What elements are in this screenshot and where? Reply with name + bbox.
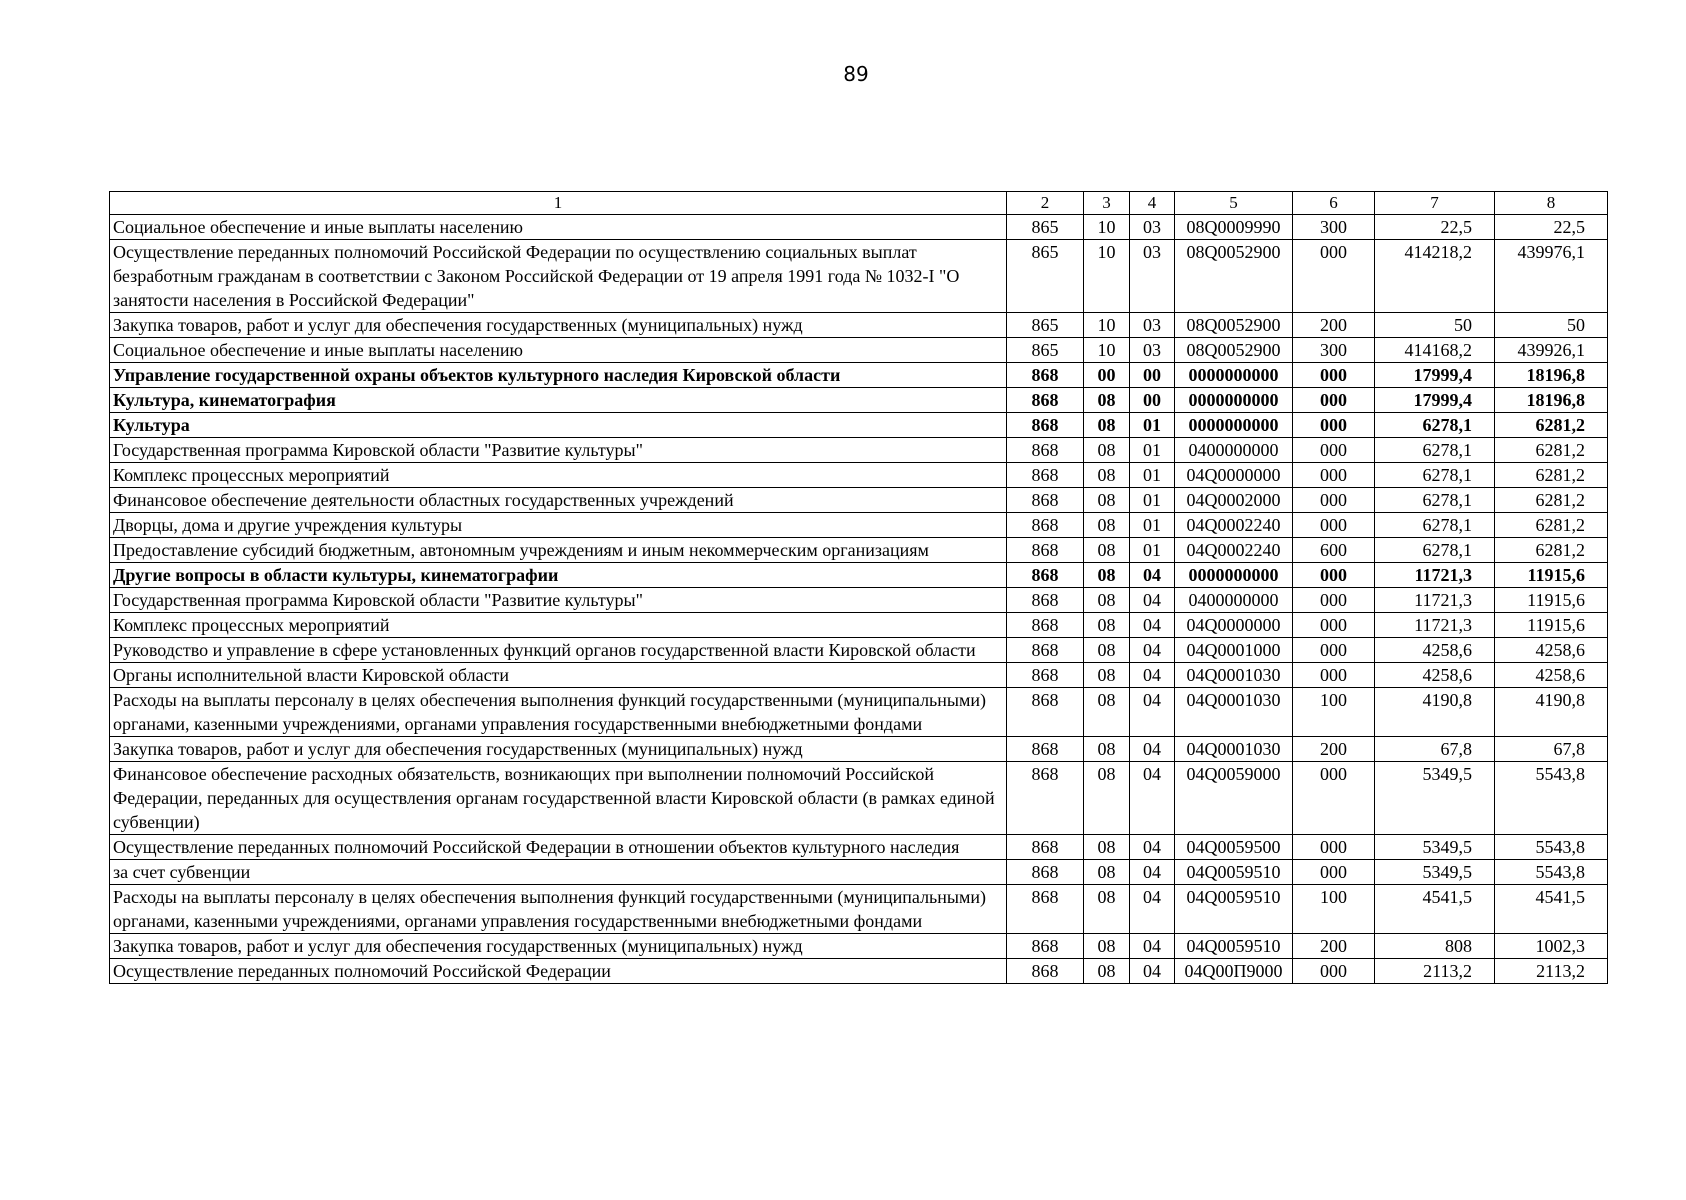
row-amount-1-cell: 4541,5 [1375,885,1495,934]
row-amount-2-cell: 11915,6 [1495,613,1608,638]
row-target-article-cell: 0000000000 [1175,563,1293,588]
row-target-article-cell: 04Q0059500 [1175,835,1293,860]
table-body [110,192,1608,984]
row-section-code-cell: 10 [1084,240,1130,313]
row-name-cell: Расходы на выплаты персоналу в целях обеспечения выполнения функций государственными (муниципальными) органами, казенными учреждениями, органами управления государственными внебюджетными фондами [110,885,1007,934]
row-amount-1-cell: 22,5 [1375,215,1495,240]
row-target-article-cell: 04Q0001030 [1175,688,1293,737]
row-amount-1-cell: 414218,2 [1375,240,1495,313]
row-admin-code-cell: 868 [1007,762,1084,835]
row-admin-code-cell: 868 [1007,538,1084,563]
row-amount-1-cell: 808 [1375,934,1495,959]
row-target-article-cell: 04Q0059510 [1175,934,1293,959]
table-row [110,215,1608,240]
row-section-code-cell: 08 [1084,860,1130,885]
row-target-article-cell: 08Q0052900 [1175,240,1293,313]
row-subsection-code-cell: 00 [1130,363,1175,388]
row-amount-1-cell: 17999,4 [1375,388,1495,413]
row-name-cell: Государственная программа Кировской области "Развитие культуры" [110,438,1007,463]
row-amount-2-cell: 6281,2 [1495,538,1608,563]
row-target-article-cell: 0400000000 [1175,588,1293,613]
column-header: 6 [1293,192,1375,215]
row-subsection-code-cell: 01 [1130,463,1175,488]
budget-table [109,191,1608,984]
row-amount-1-cell: 6278,1 [1375,463,1495,488]
row-amount-2-cell: 18196,8 [1495,363,1608,388]
row-amount-1-cell: 11721,3 [1375,588,1495,613]
row-admin-code-cell: 868 [1007,563,1084,588]
row-name-cell: Комплекс процессных мероприятий [110,463,1007,488]
row-name-cell: Закупка товаров, работ и услуг для обеспечения государственных (муниципальных) нужд [110,934,1007,959]
row-amount-1-cell: 5349,5 [1375,762,1495,835]
table-row [110,240,1608,313]
row-amount-1-cell: 67,8 [1375,737,1495,762]
row-name-cell: Закупка товаров, работ и услуг для обеспечения государственных (муниципальных) нужд [110,737,1007,762]
row-name-cell: Другие вопросы в области культуры, кинематографии [110,563,1007,588]
column-header: 1 [110,192,1007,215]
row-expense-type-cell: 200 [1293,737,1375,762]
header-row [110,192,1608,215]
row-amount-2-cell: 11915,6 [1495,588,1608,613]
row-target-article-cell: 04Q0000000 [1175,463,1293,488]
row-expense-type-cell: 000 [1293,613,1375,638]
row-amount-1-cell: 2113,2 [1375,959,1495,984]
row-expense-type-cell: 100 [1293,688,1375,737]
row-expense-type-cell: 000 [1293,959,1375,984]
row-admin-code-cell: 868 [1007,885,1084,934]
row-amount-2-cell: 50 [1495,313,1608,338]
row-amount-2-cell: 5543,8 [1495,860,1608,885]
row-admin-code-cell: 868 [1007,663,1084,688]
row-admin-code-cell: 868 [1007,959,1084,984]
column-header: 4 [1130,192,1175,215]
table-row [110,885,1608,934]
row-section-code-cell: 08 [1084,663,1130,688]
row-amount-1-cell: 11721,3 [1375,563,1495,588]
row-section-code-cell: 08 [1084,563,1130,588]
row-target-article-cell: 04Q00П9000 [1175,959,1293,984]
row-section-code-cell: 08 [1084,638,1130,663]
row-subsection-code-cell: 04 [1130,588,1175,613]
row-expense-type-cell: 000 [1293,835,1375,860]
table-row [110,538,1608,563]
row-admin-code-cell: 865 [1007,240,1084,313]
row-expense-type-cell: 200 [1293,934,1375,959]
row-amount-1-cell: 4258,6 [1375,663,1495,688]
row-amount-1-cell: 11721,3 [1375,613,1495,638]
row-section-code-cell: 10 [1084,338,1130,363]
row-subsection-code-cell: 01 [1130,488,1175,513]
row-name-cell: Социальное обеспечение и иные выплаты населению [110,338,1007,363]
row-subsection-code-cell: 01 [1130,538,1175,563]
table-row [110,638,1608,663]
row-name-cell: Управление государственной охраны объектов культурного наследия Кировской области [110,363,1007,388]
table-row [110,438,1608,463]
row-amount-2-cell: 6281,2 [1495,463,1608,488]
page-number: 89 [843,62,869,86]
row-amount-1-cell: 4258,6 [1375,638,1495,663]
row-admin-code-cell: 868 [1007,363,1084,388]
row-target-article-cell: 08Q0009990 [1175,215,1293,240]
row-amount-2-cell: 67,8 [1495,737,1608,762]
row-subsection-code-cell: 04 [1130,613,1175,638]
row-admin-code-cell: 868 [1007,588,1084,613]
row-subsection-code-cell: 03 [1130,338,1175,363]
row-expense-type-cell: 000 [1293,638,1375,663]
table-row [110,737,1608,762]
row-target-article-cell: 04Q0059510 [1175,860,1293,885]
row-amount-2-cell: 4258,6 [1495,638,1608,663]
row-name-cell: Комплекс процессных мероприятий [110,613,1007,638]
table-row [110,388,1608,413]
row-section-code-cell: 08 [1084,835,1130,860]
table-row [110,513,1608,538]
row-amount-1-cell: 414168,2 [1375,338,1495,363]
table-row [110,588,1608,613]
row-name-cell: Дворцы, дома и другие учреждения культуры [110,513,1007,538]
row-subsection-code-cell: 04 [1130,638,1175,663]
row-name-cell: Осуществление переданных полномочий Российской Федерации по осуществлению социальных выплат безработным гражданам в соответствии с Законом Российской Федерации от 19 апреля 1991 года № 1032-I "О занятости населения в Российской Федерации" [110,240,1007,313]
row-admin-code-cell: 868 [1007,638,1084,663]
row-admin-code-cell: 865 [1007,338,1084,363]
row-name-cell: Культура, кинематография [110,388,1007,413]
row-amount-1-cell: 5349,5 [1375,835,1495,860]
row-subsection-code-cell: 04 [1130,688,1175,737]
row-target-article-cell: 0000000000 [1175,413,1293,438]
row-subsection-code-cell: 04 [1130,934,1175,959]
row-amount-1-cell: 17999,4 [1375,363,1495,388]
row-section-code-cell: 08 [1084,737,1130,762]
row-expense-type-cell: 000 [1293,513,1375,538]
row-name-cell: Финансовое обеспечение расходных обязательств, возникающих при выполнении полномочий Российской Федерации, переданных для осуществления органам государственной власти Кировской области (в рамках единой субвенции) [110,762,1007,835]
row-amount-2-cell: 4541,5 [1495,885,1608,934]
row-section-code-cell: 08 [1084,762,1130,835]
row-subsection-code-cell: 04 [1130,959,1175,984]
table-row [110,663,1608,688]
row-amount-2-cell: 2113,2 [1495,959,1608,984]
row-amount-2-cell: 4258,6 [1495,663,1608,688]
row-admin-code-cell: 868 [1007,613,1084,638]
row-amount-2-cell: 4190,8 [1495,688,1608,737]
row-amount-1-cell: 6278,1 [1375,513,1495,538]
row-admin-code-cell: 868 [1007,835,1084,860]
table-row [110,313,1608,338]
row-target-article-cell: 0000000000 [1175,363,1293,388]
row-amount-2-cell: 6281,2 [1495,488,1608,513]
row-name-cell: Осуществление переданных полномочий Российской Федерации [110,959,1007,984]
row-admin-code-cell: 868 [1007,388,1084,413]
row-expense-type-cell: 300 [1293,215,1375,240]
row-amount-1-cell: 4190,8 [1375,688,1495,737]
row-name-cell: Культура [110,413,1007,438]
row-target-article-cell: 0400000000 [1175,438,1293,463]
row-target-article-cell: 04Q0002240 [1175,513,1293,538]
row-amount-2-cell: 18196,8 [1495,388,1608,413]
row-admin-code-cell: 868 [1007,737,1084,762]
row-section-code-cell: 08 [1084,513,1130,538]
row-admin-code-cell: 865 [1007,215,1084,240]
row-target-article-cell: 04Q0001030 [1175,737,1293,762]
row-target-article-cell: 04Q0002000 [1175,488,1293,513]
row-target-article-cell: 04Q0002240 [1175,538,1293,563]
row-target-article-cell: 04Q0000000 [1175,613,1293,638]
row-amount-1-cell: 6278,1 [1375,438,1495,463]
row-subsection-code-cell: 03 [1130,215,1175,240]
row-amount-2-cell: 439926,1 [1495,338,1608,363]
row-section-code-cell: 00 [1084,363,1130,388]
row-expense-type-cell: 000 [1293,860,1375,885]
table-row [110,835,1608,860]
row-admin-code-cell: 868 [1007,513,1084,538]
row-amount-2-cell: 22,5 [1495,215,1608,240]
row-section-code-cell: 10 [1084,215,1130,240]
row-amount-2-cell: 6281,2 [1495,438,1608,463]
row-section-code-cell: 08 [1084,413,1130,438]
table-row [110,413,1608,438]
table-row [110,338,1608,363]
row-amount-2-cell: 6281,2 [1495,513,1608,538]
row-subsection-code-cell: 01 [1130,413,1175,438]
row-subsection-code-cell: 01 [1130,513,1175,538]
row-subsection-code-cell: 04 [1130,663,1175,688]
row-name-cell: Осуществление переданных полномочий Российской Федерации в отношении объектов культурного наследия [110,835,1007,860]
column-header: 5 [1175,192,1293,215]
table-row [110,463,1608,488]
row-name-cell: за счет субвенции [110,860,1007,885]
table-row [110,688,1608,737]
table-row [110,563,1608,588]
row-expense-type-cell: 000 [1293,488,1375,513]
row-expense-type-cell: 000 [1293,463,1375,488]
row-amount-2-cell: 11915,6 [1495,563,1608,588]
row-target-article-cell: 04Q0001030 [1175,663,1293,688]
row-name-cell: Руководство и управление в сфере установленных функций органов государственной власти Кировской области [110,638,1007,663]
table-row [110,363,1608,388]
row-name-cell: Предоставление субсидий бюджетным, автономным учреждениям и иным некоммерческим организациям [110,538,1007,563]
row-amount-1-cell: 6278,1 [1375,413,1495,438]
row-admin-code-cell: 868 [1007,413,1084,438]
row-target-article-cell: 08Q0052900 [1175,338,1293,363]
column-header: 8 [1495,192,1608,215]
row-expense-type-cell: 000 [1293,663,1375,688]
row-name-cell: Органы исполнительной власти Кировской области [110,663,1007,688]
table-row [110,959,1608,984]
row-amount-1-cell: 6278,1 [1375,488,1495,513]
row-expense-type-cell: 000 [1293,240,1375,313]
table-row [110,934,1608,959]
row-expense-type-cell: 000 [1293,363,1375,388]
column-header: 3 [1084,192,1130,215]
row-expense-type-cell: 600 [1293,538,1375,563]
row-name-cell: Финансовое обеспечение деятельности областных государственных учреждений [110,488,1007,513]
row-subsection-code-cell: 00 [1130,388,1175,413]
row-subsection-code-cell: 04 [1130,563,1175,588]
row-amount-1-cell: 50 [1375,313,1495,338]
row-expense-type-cell: 200 [1293,313,1375,338]
column-header: 2 [1007,192,1084,215]
row-section-code-cell: 08 [1084,538,1130,563]
row-amount-2-cell: 439976,1 [1495,240,1608,313]
row-admin-code-cell: 868 [1007,934,1084,959]
row-section-code-cell: 08 [1084,613,1130,638]
row-amount-1-cell: 6278,1 [1375,538,1495,563]
row-expense-type-cell: 000 [1293,762,1375,835]
table-row [110,488,1608,513]
row-subsection-code-cell: 04 [1130,835,1175,860]
row-amount-1-cell: 5349,5 [1375,860,1495,885]
row-expense-type-cell: 300 [1293,338,1375,363]
row-subsection-code-cell: 01 [1130,438,1175,463]
row-subsection-code-cell: 04 [1130,860,1175,885]
row-expense-type-cell: 000 [1293,413,1375,438]
row-section-code-cell: 08 [1084,388,1130,413]
row-expense-type-cell: 000 [1293,563,1375,588]
row-target-article-cell: 0000000000 [1175,388,1293,413]
row-expense-type-cell: 000 [1293,438,1375,463]
row-section-code-cell: 08 [1084,438,1130,463]
row-section-code-cell: 08 [1084,885,1130,934]
row-admin-code-cell: 868 [1007,488,1084,513]
row-admin-code-cell: 868 [1007,438,1084,463]
row-admin-code-cell: 868 [1007,688,1084,737]
row-expense-type-cell: 000 [1293,388,1375,413]
row-target-article-cell: 04Q0001000 [1175,638,1293,663]
row-section-code-cell: 08 [1084,688,1130,737]
row-target-article-cell: 08Q0052900 [1175,313,1293,338]
row-amount-2-cell: 5543,8 [1495,762,1608,835]
table-row [110,613,1608,638]
row-subsection-code-cell: 04 [1130,885,1175,934]
row-amount-2-cell: 1002,3 [1495,934,1608,959]
row-amount-2-cell: 6281,2 [1495,413,1608,438]
row-amount-2-cell: 5543,8 [1495,835,1608,860]
table-row [110,762,1608,835]
row-subsection-code-cell: 03 [1130,240,1175,313]
row-target-article-cell: 04Q0059510 [1175,885,1293,934]
row-expense-type-cell: 000 [1293,588,1375,613]
row-section-code-cell: 08 [1084,588,1130,613]
row-admin-code-cell: 868 [1007,860,1084,885]
row-name-cell: Социальное обеспечение и иные выплаты населению [110,215,1007,240]
row-subsection-code-cell: 04 [1130,737,1175,762]
table-row [110,860,1608,885]
row-expense-type-cell: 100 [1293,885,1375,934]
row-name-cell: Расходы на выплаты персоналу в целях обеспечения выполнения функций государственными (муниципальными) органами, казенными учреждениями, органами управления государственными внебюджетными фондами [110,688,1007,737]
row-name-cell: Закупка товаров, работ и услуг для обеспечения государственных (муниципальных) нужд [110,313,1007,338]
row-name-cell: Государственная программа Кировской области "Развитие культуры" [110,588,1007,613]
row-section-code-cell: 08 [1084,463,1130,488]
column-header: 7 [1375,192,1495,215]
row-section-code-cell: 08 [1084,488,1130,513]
row-section-code-cell: 08 [1084,959,1130,984]
row-admin-code-cell: 868 [1007,463,1084,488]
row-section-code-cell: 10 [1084,313,1130,338]
row-subsection-code-cell: 03 [1130,313,1175,338]
row-subsection-code-cell: 04 [1130,762,1175,835]
row-admin-code-cell: 865 [1007,313,1084,338]
row-section-code-cell: 08 [1084,934,1130,959]
row-target-article-cell: 04Q0059000 [1175,762,1293,835]
